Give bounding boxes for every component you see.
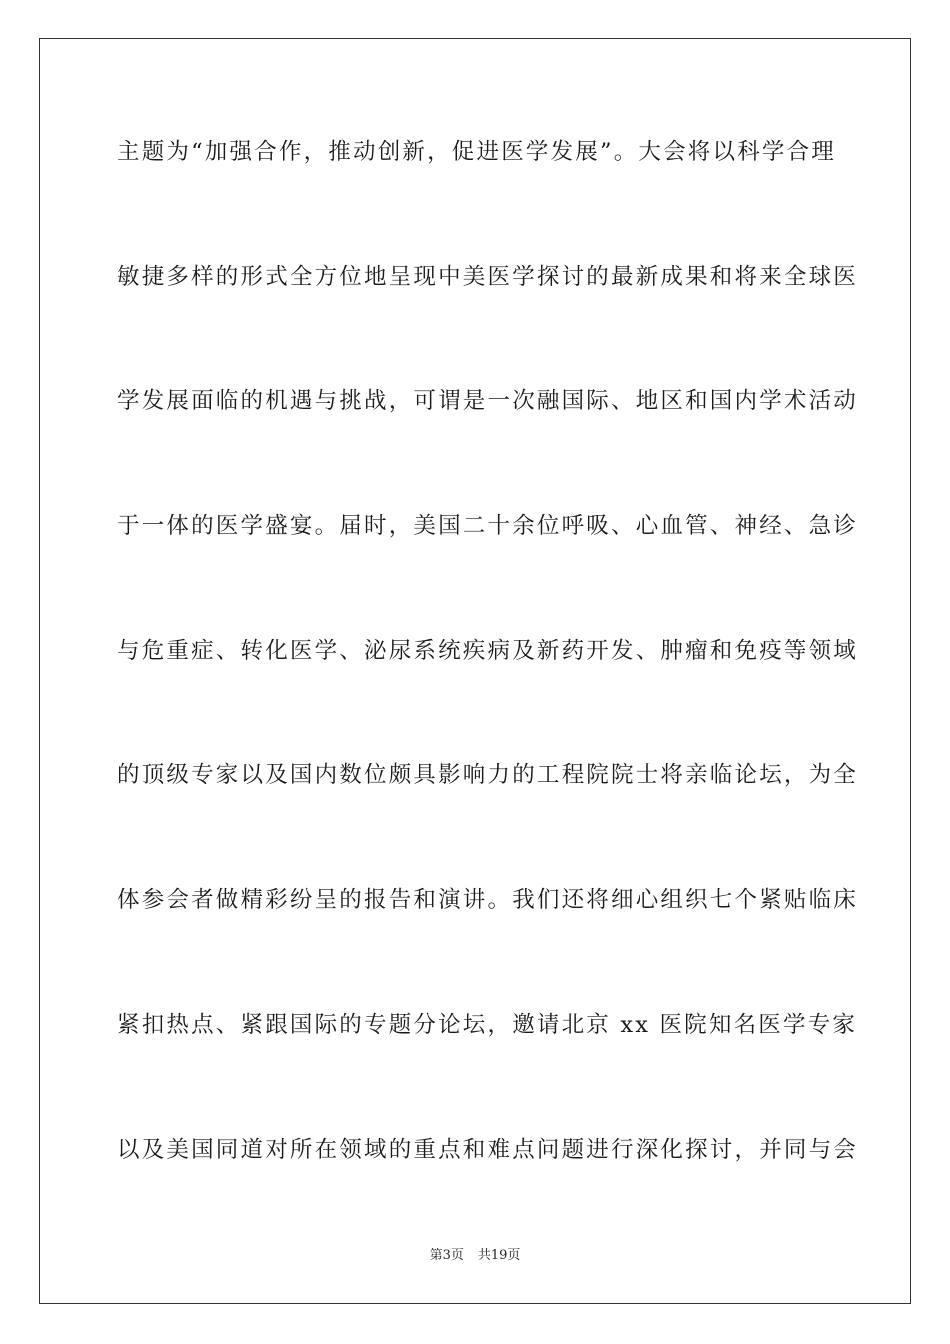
paragraph-line: 敏捷多样的形式全方位地呈现中美医学探讨的最新成果和将来全球医 xyxy=(117,263,859,290)
paragraph-line: 以及美国同道对所在领域的重点和难点问题进行深化探讨，并同与会 xyxy=(117,1136,859,1163)
document-body xyxy=(117,132,859,1254)
paragraph-line: 学发展面临的机遇与挑战，可谓是一次融国际、地区和国内学术活动 xyxy=(117,388,859,415)
page-total: 共19页 xyxy=(477,1248,521,1263)
paragraph-line: 与危重症、转化医学、泌尿系统疾病及新药开发、肿瘤和免疫等领域 xyxy=(117,637,859,664)
page-footer xyxy=(0,1246,950,1266)
paragraph-line: 紧扣热点、紧跟国际的专题分论坛，邀请北京 xx 医院知名医学专家 xyxy=(117,1011,858,1038)
paragraph-line: 的顶级专家以及国内数位颇具影响力的工程院院士将亲临论坛，为全 xyxy=(117,762,859,789)
paragraph-line: 主题为“加强合作，推动创新，促进医学发展”。大会将以科学合理 xyxy=(117,139,837,165)
paragraph-line: 体参会者做精彩纷呈的报告和演讲。我们还将细心组织七个紧贴临床 xyxy=(117,887,859,914)
page-number: 第3页 xyxy=(429,1248,464,1263)
paragraph-line: 于一体的医学盛宴。届时，美国二十余位呼吸、心血管、神经、急诊 xyxy=(117,513,859,540)
